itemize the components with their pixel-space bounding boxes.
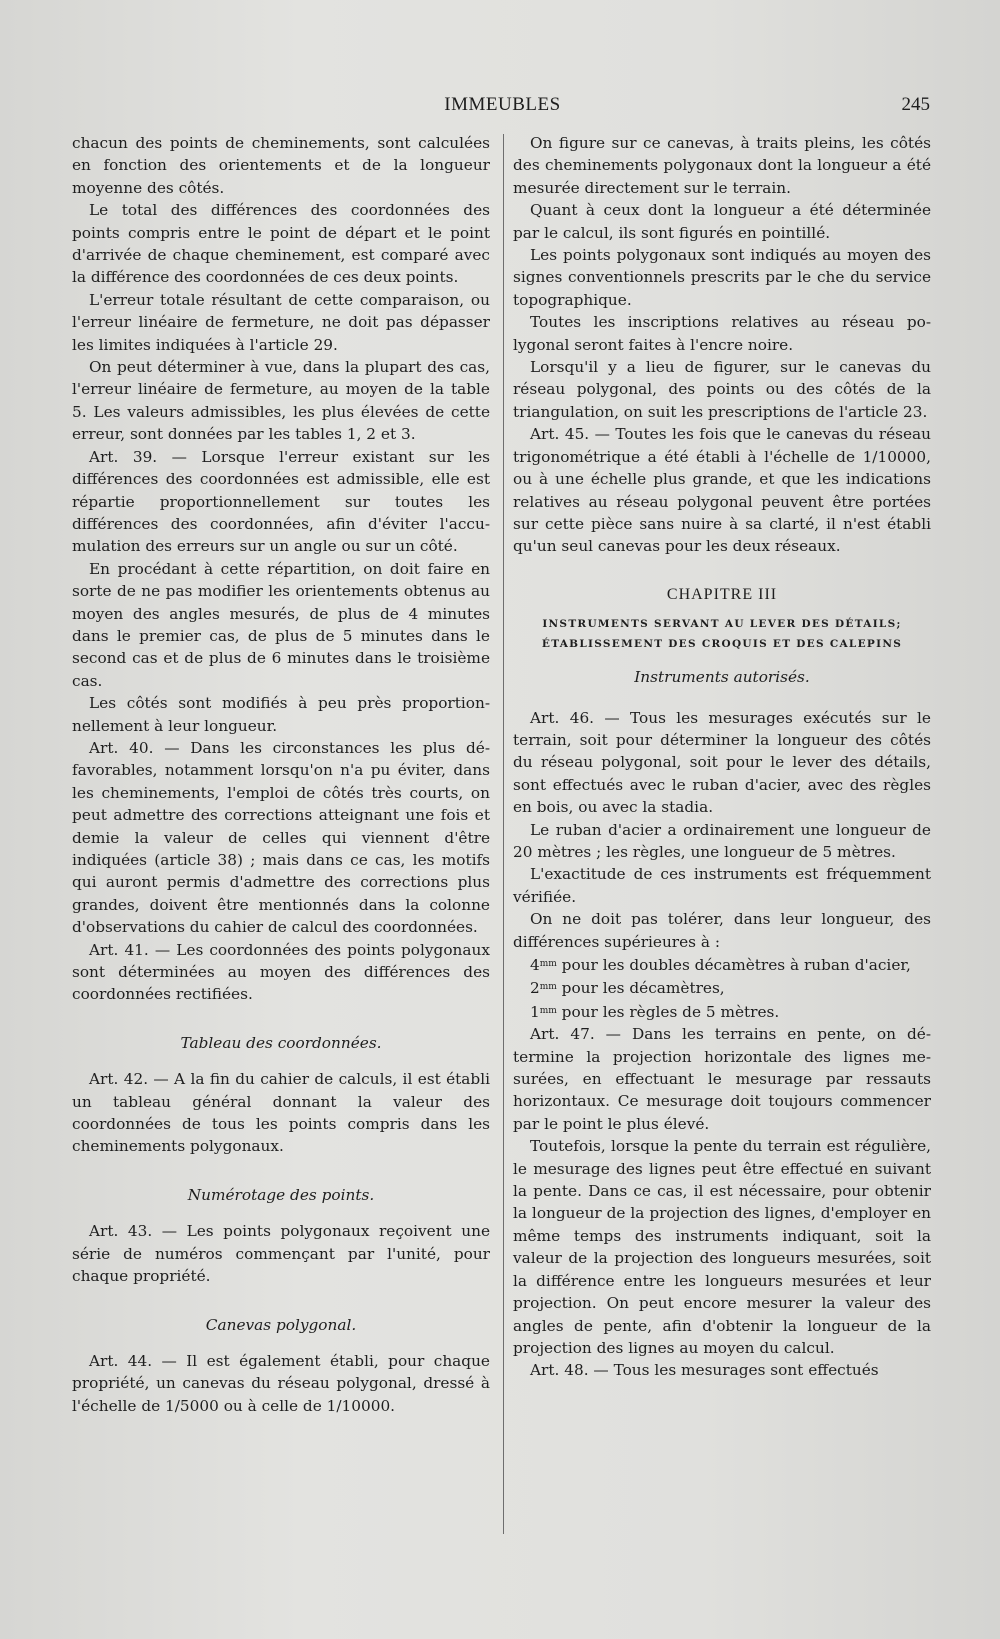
paragraph: Toutefois, lorsque la pente du terrain est régulière, le mesurage des lignes peut être effectué en suivant la pente. Dans ce cas, il est nécessaire, pour obtenir la longueur de la projection des lignes, d'employer en même temps des instruments indiquant, soit la valeur de la projection des longueurs mesurées, soit la différence entre les longueurs mesurées et leur projection. On peut encore mesurer la valeur des angles de pente, afin d'obtenir la longueur de la projection des lignes au moyen du calcul.: [513, 1137, 931, 1357]
paragraph: L'erreur totale résultant de cette comparaison, ou l'erreur linéaire de fermeture, ne doit pas dépasser les limites indiquées à l'article 29.: [72, 290, 490, 354]
chapter-subtitle-1: INSTRUMENTS SERVANT AU LEVER DES DÉTAILS;: [542, 618, 902, 631]
paragraph: On figure sur ce canevas, à traits pleins, les côtés des cheminements polygonaux dont la longueur a été mesurée directement sur le terrain.: [513, 134, 931, 197]
column-divider: [503, 134, 504, 1534]
tolerance-item: [513, 1000, 931, 1023]
tolerance-text: pour les doubles décamètres à ruban d'acier,: [556, 956, 911, 974]
tolerance-value: 4: [530, 956, 540, 974]
right-column-part-a: [513, 132, 931, 558]
tolerance-value: 2: [530, 979, 540, 998]
paragraph: Art. 46. — Tous les mesurages exécutés sur le terrain, soit pour déterminer la longueur des côtés du réseau polygonal, soit pour le lever des détails, sont effectués avec le ruban d'acier, avec des règles en bois, ou avec la stadia.: [513, 708, 931, 817]
left-column: [72, 132, 490, 1417]
paragraph: Les côtés sont modifiés à peu près proportionnellement à leur longueur.: [72, 694, 490, 735]
paragraph: Lorsqu'il y a lieu de figurer, sur le canevas du réseau polygonal, des points ou des côtés de la triangulation, on suit les prescriptions de l'article 23.: [513, 358, 931, 421]
paragraph: Art. 43. — Les points polygonaux reçoivent une série de numéros commençant par l'unité, pour chaque propriété.: [72, 1222, 490, 1286]
tolerance-item: [513, 953, 931, 976]
paragraph: On peut déterminer à vue, dans la plupart des cas, l'erreur linéaire de fermeture, au moyen de la table 5. Les valeurs admissibles, les plus élevées de cette erreur, sont données par les tables 1, 2 et 3.: [72, 358, 490, 444]
paragraph: Art. 42. — A la fin du cahier de calculs, il est établi un tableau général donnant la valeur des coordonnées de tous les points compris dans les cheminements polygonaux.: [72, 1070, 490, 1156]
paragraph: Toutes les inscriptions relatives au réseau polygonal seront faites à l'encre noire.: [513, 313, 931, 354]
tolerance-unit: mm: [539, 982, 557, 993]
tolerance-text: pour les règles de 5 mètres.: [556, 1002, 780, 1021]
tolerance-text: pour les décamètres,: [556, 979, 725, 998]
tolerance-item: [513, 976, 931, 999]
tolerance-value: 1: [530, 1002, 540, 1021]
right-column: [513, 132, 931, 1382]
right-column-part-c: [513, 1023, 931, 1382]
paragraph: Art. 44. — Il est également établi, pour chaque propriété, un canevas du réseau polygonal, dressé à l'échelle de 1/5000 ou à celle de 1/10000.: [72, 1351, 490, 1415]
page-header: [75, 94, 930, 124]
paragraph: Art. 40. — Dans les circonstances les plus défavorables, notamment lorsqu'on n'a pu éviter, dans les cheminements, l'emploi de côtés très courts, on peut admettre des corrections atteignant une fois et demie la valeur de celles qui viennent d'être indiquées (article 38) ; mais dans ce cas, les motifs qui auront permis d'admettre des corrections plus grandes, doivent être mentionnés dans la colonne d'observations du cahier de calcul des coordonnées.: [72, 738, 490, 937]
paragraph: Le ruban d'acier a ordinairement une longueur de 20 mètres ; les règles, une longueur de 5 mètres.: [513, 820, 931, 861]
section-heading-instruments: Instruments autorisés.: [634, 668, 810, 687]
tolerance-unit: mm: [539, 959, 557, 969]
tolerance-list: [513, 953, 931, 1023]
page-number: 245: [901, 94, 930, 115]
paragraph: Art. 39. — Lorsque l'erreur existant sur les différences des coordonnées est admissible, elle est répartie proportionnellement sur toutes les différences des coordonnées, afin d'éviter l'accumulation des erreurs sur un angle ou sur un côté.: [72, 447, 490, 556]
paragraph: Quant à ceux dont la longueur a été déterminée par le calcul, ils sont figurés en pointillé.: [513, 201, 931, 242]
paragraph: Art. 47. — Dans les terrains en pente, on détermine la projection horizontale des lignes mesurées, en effectuant le mesurage par ressauts horizontaux. Ce mesurage doit toujours commencer par le point le plus élevé.: [513, 1025, 931, 1133]
chapter-subtitle-2: ÉTABLISSEMENT DES CROQUIS ET DES CALEPINS: [541, 638, 903, 651]
paragraph: Art. 45. — Toutes les fois que le canevas du réseau trigonométrique a été établi à l'échelle de 1/10000, ou à une échelle plus grande, et que les indications relatives au réseau polygonal peuvent être portées sur cette pièce sans nuire à sa clarté, il n'est établi qu'un seul canevas pour les deux réseaux.: [513, 425, 931, 556]
section-heading: Numérotage des points.: [187, 1185, 375, 1204]
paragraph: Art. 41. — Les coordonnées des points polygonaux sont déterminées au moyen des différences des coordonnées rectifiées.: [72, 940, 490, 1004]
right-column-part-b: [513, 707, 931, 953]
tolerance-unit: mm: [539, 1005, 557, 1016]
chapter-title: CHAPITRE III: [666, 585, 778, 603]
running-title: IMMEUBLES: [444, 94, 561, 115]
paragraph: L'exactitude de ces instruments est fréquemment vérifiée.: [513, 865, 931, 906]
paragraph: On ne doit pas tolérer, dans leur longueur, des différences supérieures à :: [513, 910, 931, 951]
paragraph: Le total des différences des coordonnées des points compris entre le point de départ et le point d'arrivée de chaque cheminement, est comparé avec la différence des coordonnées de ces deux points.: [72, 201, 490, 287]
paragraph: Les points polygonaux sont indiqués au moyen des signes conventionnels prescrits par le che du service topographique.: [513, 246, 931, 309]
paragraph: chacun des points de cheminements, sont calculées en fonction des orientements et de la longueur moyenne des côtés.: [72, 134, 490, 197]
paragraph: En procédant à cette répartition, on doit faire en sorte de ne pas modifier les orientements obtenus au moyen des angles mesurés, de plus de 4 minutes dans le premier cas, de plus de 5 minutes dans le second cas et de plus de 6 minutes dans le troisième cas.: [72, 559, 490, 690]
paragraph: Art. 48. — Tous les mesurages sont effectués: [530, 1361, 879, 1380]
section-heading: Canevas polygonal.: [205, 1315, 357, 1334]
section-heading: Tableau des coordonnées.: [180, 1033, 382, 1052]
